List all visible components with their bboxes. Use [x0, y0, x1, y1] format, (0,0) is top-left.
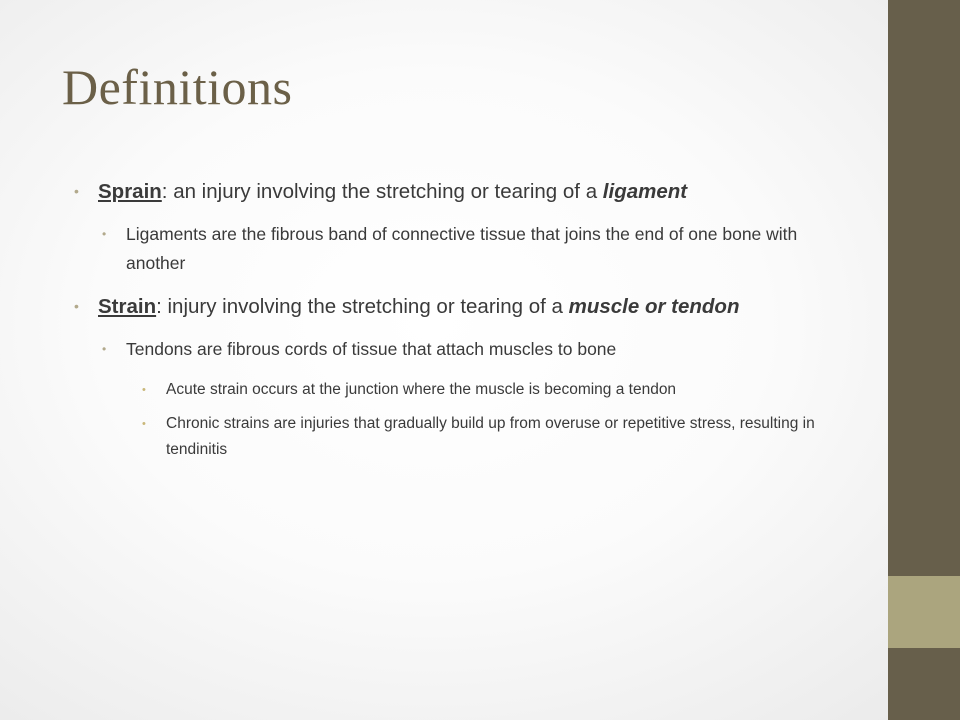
sprain-emphasis: ligament: [602, 180, 688, 203]
ligaments-text: Ligaments are the fibrous band of connective tissue that joins the end of one bone with another: [126, 224, 798, 273]
tendons-text: Tendons are fibrous cords of tissue that attach muscles to bone: [126, 339, 617, 359]
bullet-acute-strain: [60, 377, 840, 403]
bullet-chronic-strain: [60, 411, 840, 463]
sidebar-dark-block-top: [888, 0, 960, 576]
sprain-definition: : an injury involving the stretching or tearing of a: [161, 180, 603, 203]
bullet-dot-icon: •: [102, 227, 107, 241]
bullet-dot-icon: •: [142, 384, 146, 396]
term-sprain: Sprain: [98, 180, 162, 203]
chronic-strain-text: Chronic strains are injuries that gradually build up from overuse or repetitive stress, resulting in tendinitis: [166, 415, 815, 458]
slide-title: Definitions: [62, 59, 293, 115]
bullet-tendons: [60, 335, 840, 364]
slide-content: [60, 176, 840, 471]
bullet-dot-icon: •: [74, 298, 79, 314]
bullet-sprain: [60, 176, 840, 207]
bullet-strain: [60, 291, 840, 322]
acute-strain-text: Acute strain occurs at the junction where the muscle is becoming a tendon: [166, 381, 677, 398]
term-strain: Strain: [98, 295, 157, 318]
sidebar-accent-block: [888, 576, 960, 648]
sidebar-dark-block-bottom: [888, 648, 960, 720]
bullet-dot-icon: •: [102, 342, 107, 356]
strain-emphasis: muscle or tendon: [568, 295, 740, 318]
decorative-sidebar: [888, 0, 960, 720]
bullet-dot-icon: •: [74, 183, 79, 199]
bullet-ligaments: [60, 220, 840, 278]
bullet-dot-icon: •: [142, 418, 146, 430]
strain-definition: : injury involving the stretching or tearing of a: [156, 295, 569, 318]
